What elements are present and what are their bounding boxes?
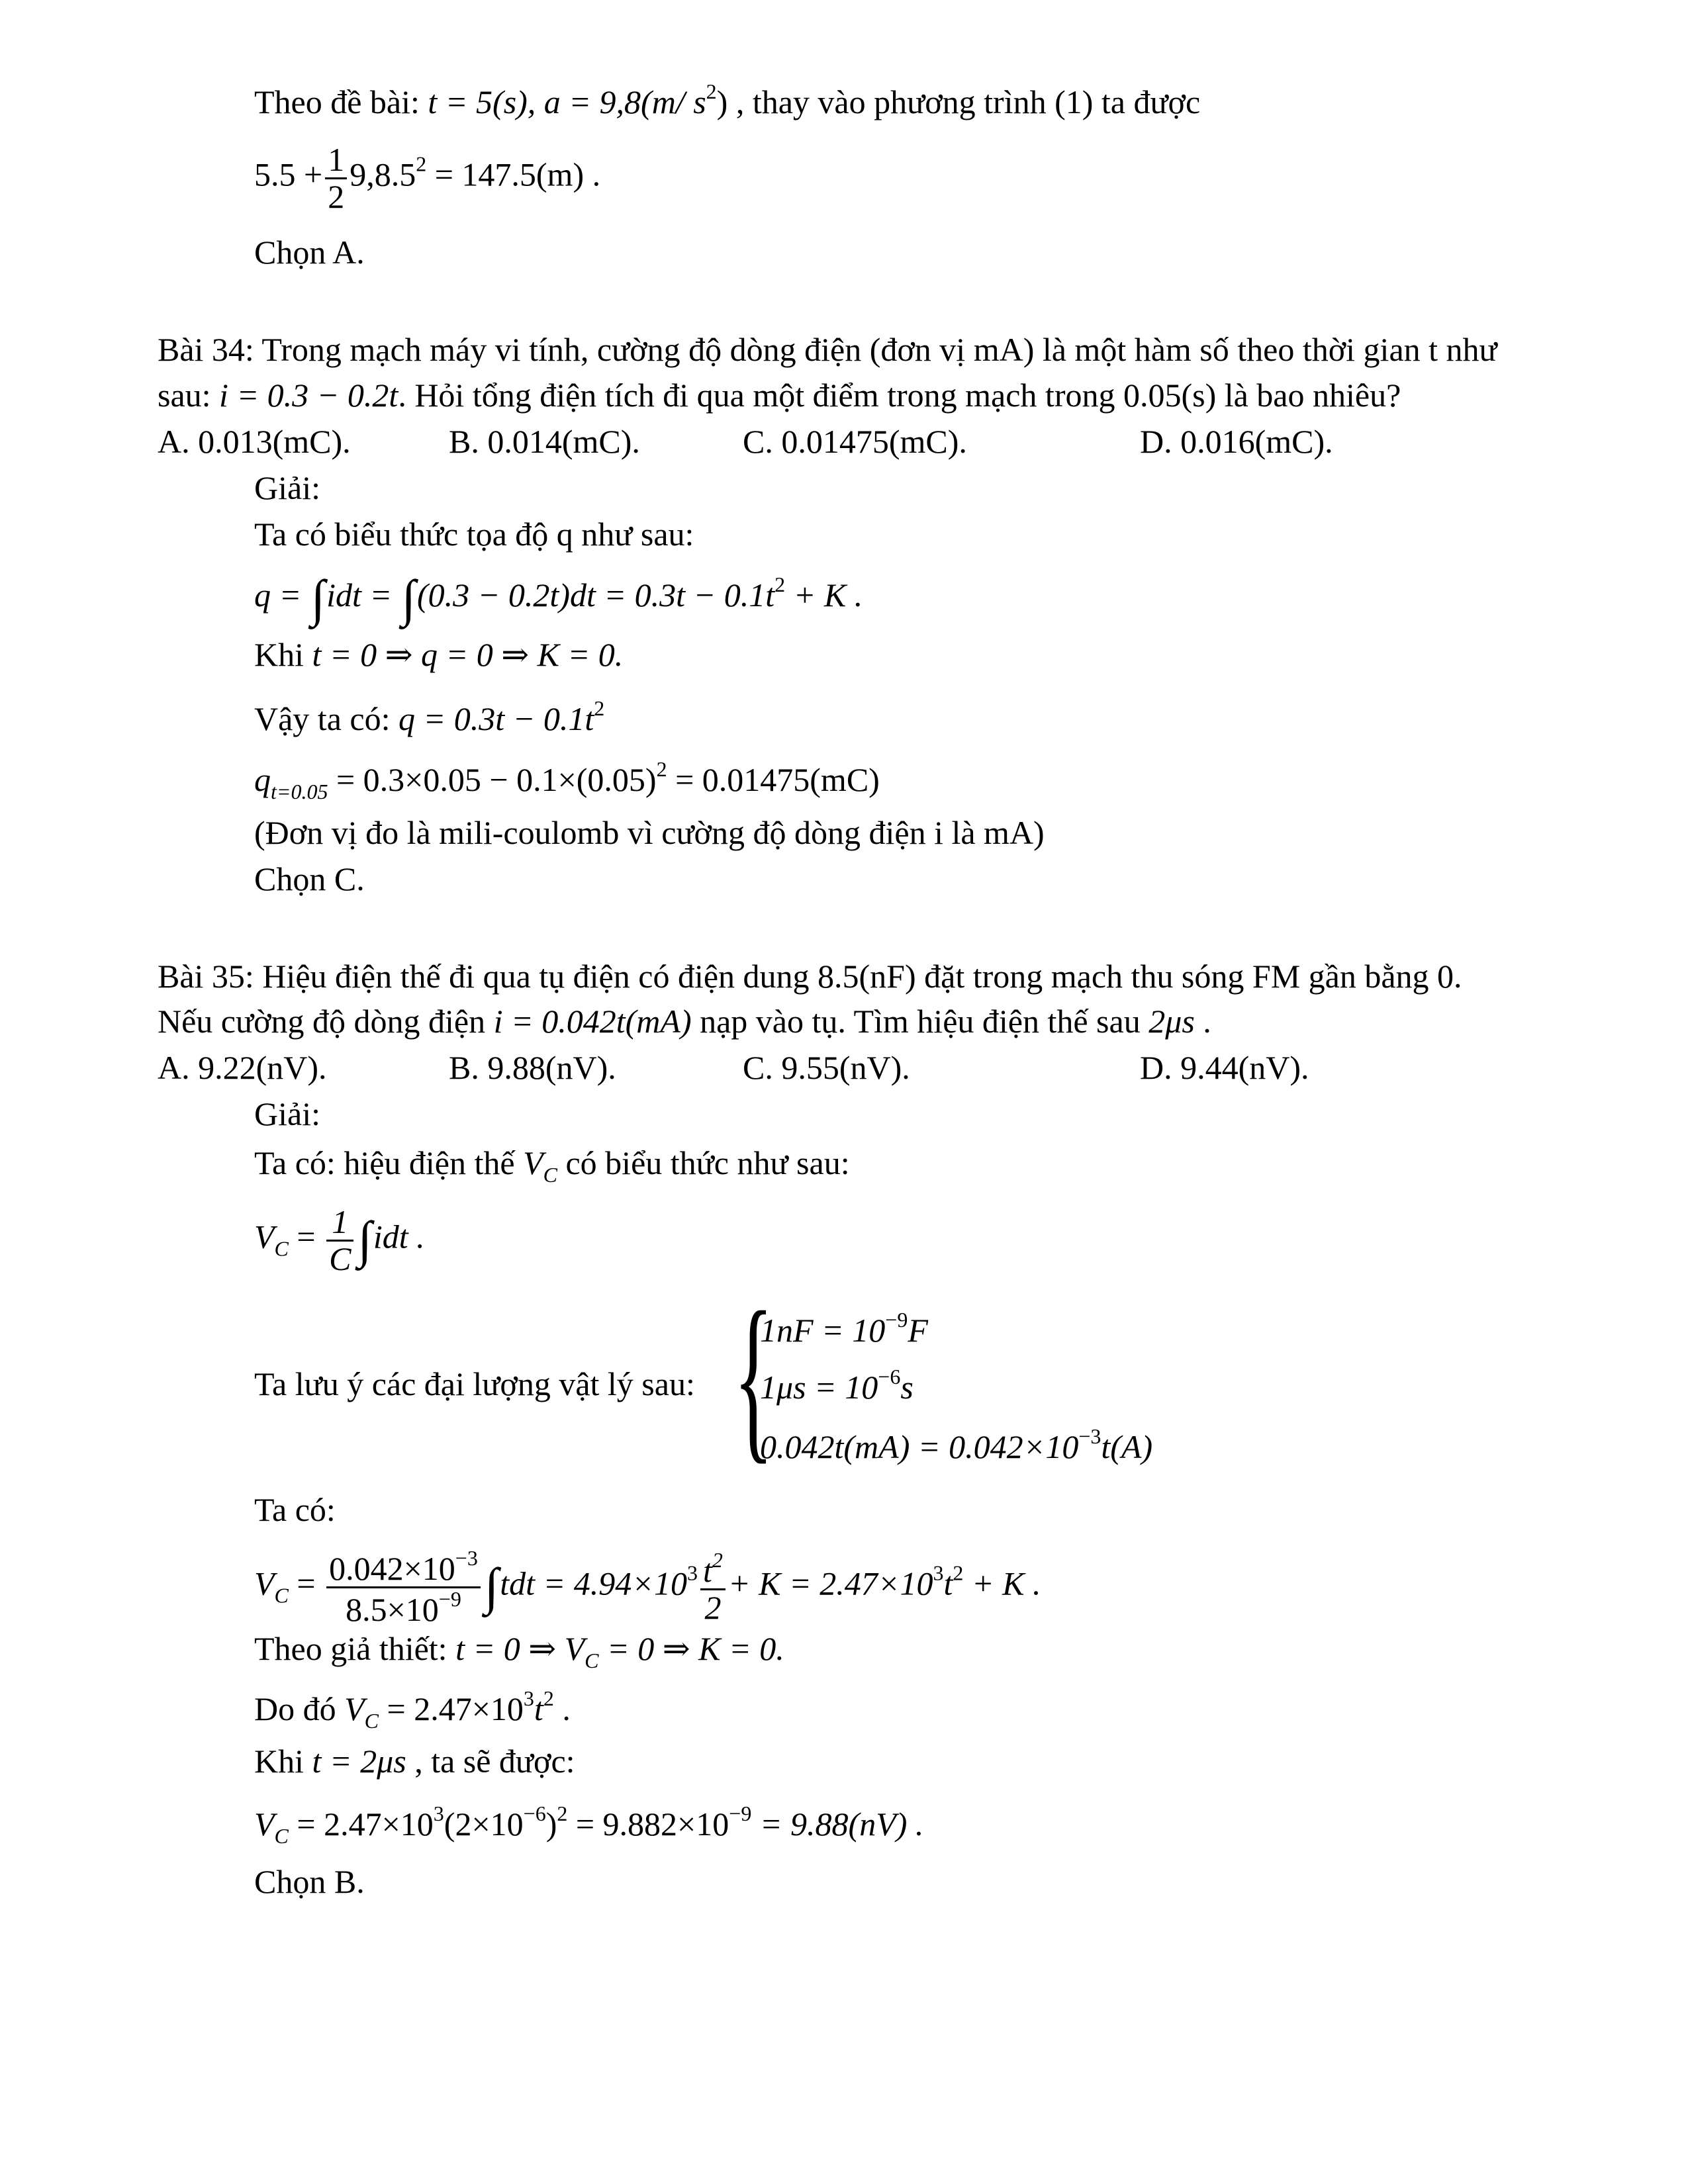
integral-sign: ∫ — [484, 1557, 499, 1615]
b35-step-3-label: Ta lưu ý các đại lượng vật lý sau: — [254, 1365, 695, 1402]
b35-step-8: Khi t = 2μs , ta sẽ được: — [254, 1743, 575, 1780]
b34-solution-label: Giải: — [254, 469, 320, 506]
b34-step-4: Vậy ta có: $q = 0.3t - 0.1t^2$ — [254, 696, 605, 737]
b35-step-6: Theo giả thiết: t = 0 ⇒ $V_C = 0$ ⇒ K = 0. — [254, 1630, 784, 1672]
fraction-t-squared-over-2: $\frac{t^2}{2}$ — [700, 1549, 726, 1625]
integral-sign: ∫ — [357, 1210, 372, 1269]
b35-option-c: C. 9.55(nV). — [743, 1049, 910, 1086]
b34-step-3: Khi t = 0 ⇒ q = 0 ⇒ K = 0. — [254, 636, 624, 673]
b34-step-2: $q = \int idt = \int(0.3 - 0.2t)dt = 0.3t - 0.1t^2 + K$ . — [254, 569, 863, 627]
fraction-one-half: $\frac{1}{2}$ — [325, 142, 347, 214]
b35-option-b: B. 9.88(nV). — [449, 1049, 616, 1086]
b35-unit-row-3: $0.042t(mA) = 0.042\times 10^{-3}t(A)$ — [760, 1424, 1153, 1465]
fraction-one-over-c: $\frac{1}{C}$ — [326, 1205, 353, 1276]
b35-choice: Chọn B. — [254, 1863, 365, 1900]
b35-step-1: Ta có: hiệu điện thế $V_C$ có biểu thức như sau: — [254, 1144, 850, 1187]
b35-step-9: $V_C = 2.47\times 10^3(2\times 10^{-6})^2 = 9.882\times 10^{-9} = 9.88(nV)$ . — [254, 1801, 924, 1848]
b35-option-a: A. 9.22(nV). — [158, 1049, 327, 1086]
b34-choice: Chọn C. — [254, 860, 365, 897]
b34-option-d: D. 0.016(mC). — [1140, 423, 1333, 460]
b35-unit-row-1: $1nF = 10^{-9}F$ — [760, 1308, 928, 1349]
b35-title-line-1: Bài 35: Hiệu điện thế đi qua tụ điện có điện dung 8.5(nF) đặt trong mạch thu sóng FM gần bằng 0. — [158, 958, 1462, 995]
b35-step-4: Ta có: — [254, 1491, 336, 1528]
b35-title-line-2: Nếu cường độ dòng điện i = 0.042t(mA) nạp vào tụ. Tìm hiệu điện thế sau 2μs . — [158, 1003, 1211, 1040]
b34-option-a: A. 0.013(mC). — [158, 423, 351, 460]
b34-option-c: C. 0.01475(mC). — [743, 423, 967, 460]
b34-step-5: $q_{t=0.05} = 0.3\times 0.05 - 0.1\times(0.05)^2 = 0.01475(mC)$ — [254, 757, 880, 803]
b34-title-line-2: sau: i = 0.3 − 0.2t. Hỏi tổng điện tích đi qua một điểm trong mạch trong 0.05(s) là bao nhiêu? — [158, 377, 1401, 414]
intro-equation: 5.5 + $\frac{1}{2}$ $9,8.5^2 = 147.5(m)$ . — [254, 141, 601, 215]
fraction-capacitor: $\frac{0.042\times 10^{-3}}{8.5\times 10^{-9}}$ — [326, 1547, 481, 1627]
b34-title-line-1: Bài 34: Trong mạch máy vi tính, cường độ dòng điện (đơn vị mA) là một hàm số theo thời gian t như — [158, 331, 1497, 368]
intro-line-1: Theo đề bài: t = 5(s), a = 9,8(m/ $s^2$) , thay vào phương trình (1) ta được — [254, 79, 1201, 120]
b35-step-5: $V_C$ = $\frac{0.042\times 10^{-3}}{8.5\times 10^{-9}}$ $\int tdt = 4.94\times 10^3$ $\frac{t^2}{2}$ + $K = 2.47\times 10^3t^2 + K$ . — [254, 1546, 1041, 1628]
b35-unit-row-2: $1\mu s = 10^{-6}s$ — [760, 1365, 914, 1406]
integral-sign: ∫ — [401, 569, 416, 627]
b35-option-d: D. 9.44(nV). — [1140, 1049, 1309, 1086]
b34-step-6: (Đơn vị đo là mili-coulomb vì cường độ dòng điện i là mA) — [254, 814, 1045, 851]
b35-step-2: $V_C$ = $\frac{1}{C}$ ∫idt . — [254, 1203, 425, 1277]
b34-option-b: B. 0.014(mC). — [449, 423, 640, 460]
b34-step-1: Ta có biểu thức tọa độ q như sau: — [254, 516, 694, 553]
b35-step-7: Do đó $V_C = 2.47\times 10^3t^2$ . — [254, 1686, 571, 1733]
left-brace: { — [733, 1273, 774, 1479]
b35-solution-label: Giải: — [254, 1095, 320, 1132]
integral-sign: ∫ — [310, 569, 326, 627]
intro-choice: Chọn A. — [254, 234, 365, 271]
